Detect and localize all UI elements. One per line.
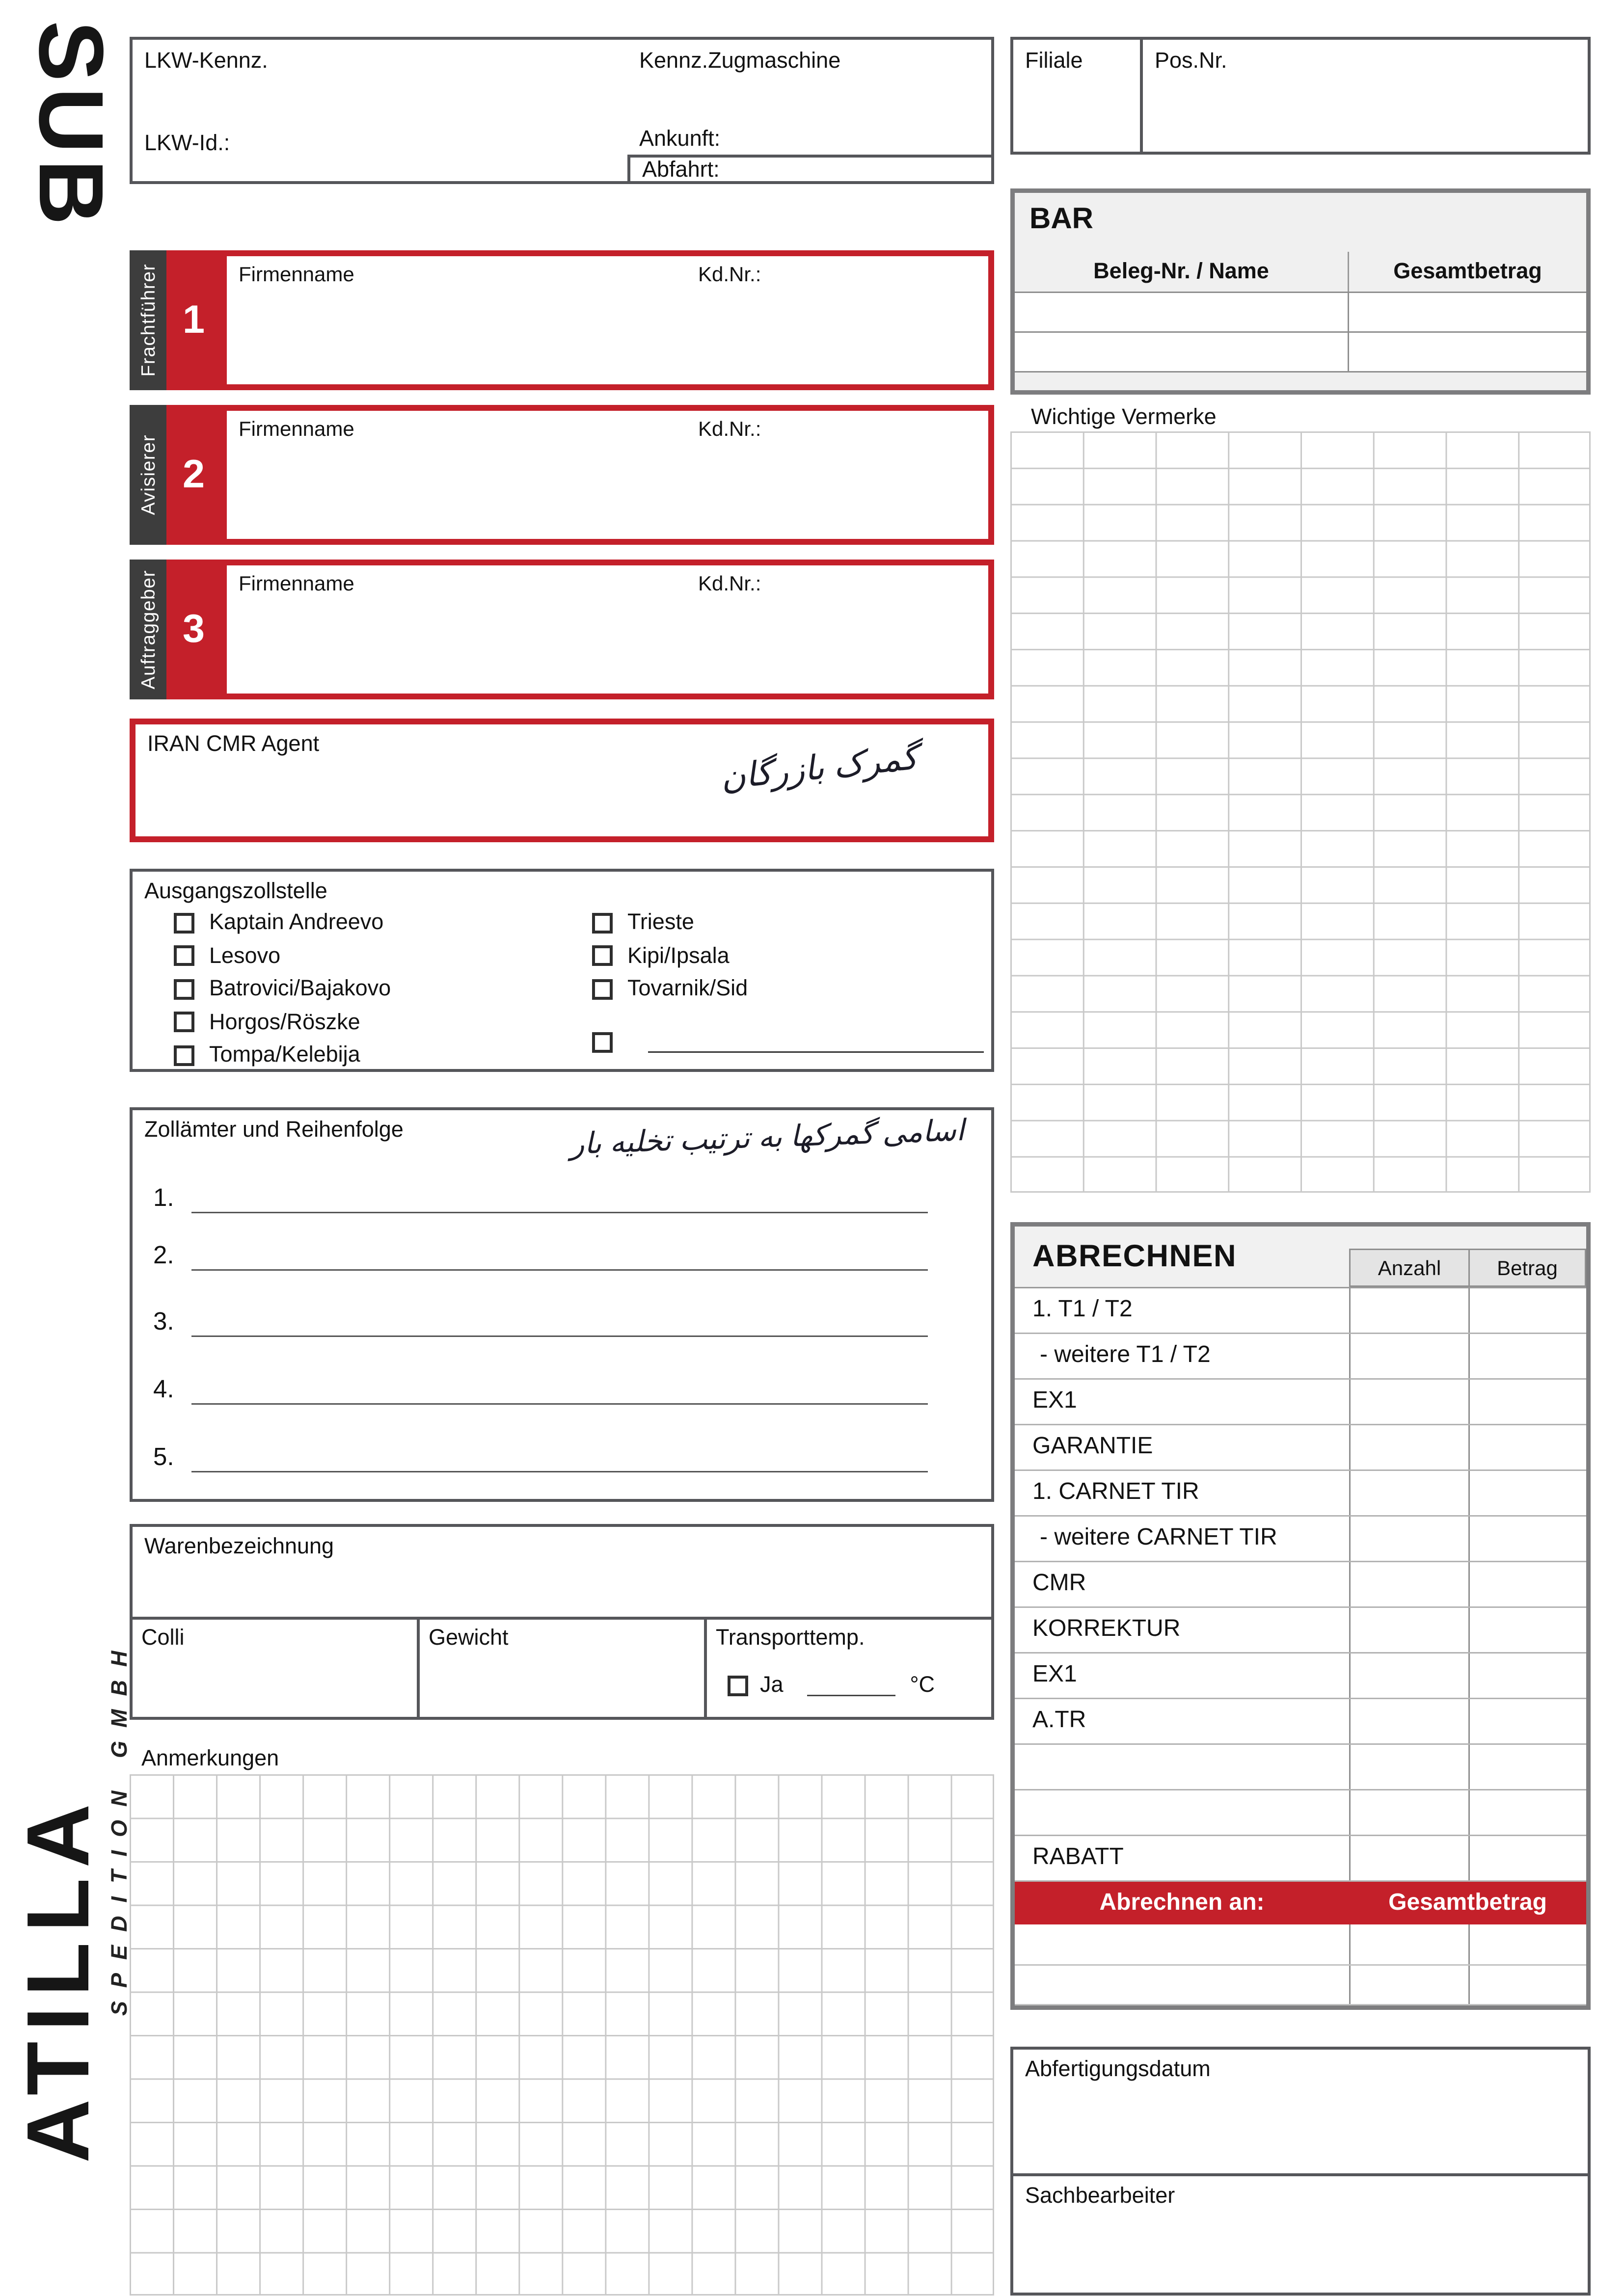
- option-lesovo: [174, 943, 280, 968]
- abrechnen-row-cmr: [1015, 1562, 1586, 1608]
- abrechnen-section: [1010, 1222, 1591, 2010]
- betrag-cell[interactable]: [1468, 1836, 1586, 1880]
- abrechnen-row-ex1-2: [1015, 1654, 1586, 1699]
- zoll-line-2: [153, 1238, 928, 1271]
- checkbox[interactable]: [174, 912, 194, 933]
- zollaemter-box: [130, 1107, 994, 1502]
- anmerkungen-label: Anmerkungen: [141, 1746, 279, 1771]
- bar-betrag-cell[interactable]: [1349, 333, 1586, 371]
- brand-atilla-subtitle: SPEDITION GMBH: [108, 1637, 133, 2016]
- brand-sub: SUB: [19, 21, 121, 231]
- betrag-cell[interactable]: [1468, 1288, 1586, 1333]
- checkbox[interactable]: [592, 1032, 613, 1053]
- checkbox[interactable]: [174, 979, 194, 999]
- pos-nr-label: Pos.Nr.: [1155, 49, 1227, 74]
- abfertigungsdatum-label: Abfertigungsdatum: [1025, 2057, 1211, 2082]
- anzahl-column-header: Anzahl: [1349, 1249, 1470, 1287]
- transporttemp-field[interactable]: [704, 1617, 994, 1720]
- zoll-line-4: [153, 1372, 928, 1405]
- abrechnen-title: ABRECHNEN: [1032, 1240, 1237, 1274]
- abrechnen-row-weitere-t1-t2: [1015, 1334, 1586, 1380]
- betrag-cell[interactable]: [1468, 1562, 1586, 1606]
- kdnr-label: Kd.Nr.:: [698, 571, 761, 595]
- zoll-line-1: [153, 1181, 928, 1213]
- row-label: [1015, 1745, 1349, 1789]
- anzahl-cell[interactable]: [1349, 1471, 1468, 1515]
- row-label: 1. T1 / T2: [1032, 1297, 1133, 1322]
- truck-info-box[interactable]: [130, 37, 994, 184]
- role-label: Avisierer: [137, 434, 159, 515]
- abrechnen-row-empty: [1015, 1924, 1586, 1965]
- kdnr-label: Kd.Nr.:: [698, 417, 761, 440]
- row-label: EX1: [1032, 1388, 1077, 1414]
- colli-label: Colli: [141, 1626, 185, 1651]
- option-kaptain-andreevo: [174, 910, 383, 935]
- kdnr-label: Kd.Nr.:: [698, 262, 761, 286]
- checkbox[interactable]: [592, 979, 613, 999]
- option-trieste: [592, 910, 694, 935]
- filiale-field[interactable]: [1010, 37, 1143, 155]
- party-number-badge: 3: [166, 560, 221, 699]
- filiale-label: Filiale: [1025, 49, 1083, 74]
- gesamtbetrag-label: Gesamtbetrag: [1388, 1890, 1547, 1915]
- role-label: Auftraggeber: [137, 569, 159, 690]
- option-label: Lesovo: [209, 943, 281, 968]
- firmenname-label: Firmenname: [239, 417, 354, 440]
- betrag-cell[interactable]: [1468, 1654, 1586, 1698]
- temperature-write-line[interactable]: [807, 1675, 895, 1696]
- betrag-cell[interactable]: [1468, 1608, 1586, 1652]
- zollaemter-label: Zollämter und Reihenfolge: [144, 1118, 404, 1143]
- anmerkungen-grid[interactable]: [130, 1774, 994, 2296]
- ja-checkbox[interactable]: [728, 1675, 748, 1696]
- line-number: 1.: [153, 1184, 174, 1212]
- row-label: 1. CARNET TIR: [1032, 1480, 1199, 1505]
- firmenname-label: Firmenname: [239, 571, 354, 595]
- row-label: KORREKTUR: [1032, 1617, 1181, 1642]
- option-tovarnik-sid: [592, 976, 748, 1001]
- anzahl-cell[interactable]: [1349, 1608, 1468, 1652]
- anzahl-cell[interactable]: [1349, 1334, 1468, 1378]
- party-block-auftraggeber: [130, 560, 994, 699]
- zollaemter-handwriting: اسامی گمرکها به ترتیب تخلیه بار: [569, 1115, 965, 1162]
- iran-cmr-agent-label: IRAN CMR Agent: [147, 732, 320, 757]
- anzahl-cell[interactable]: [1349, 1699, 1468, 1743]
- betrag-cell[interactable]: [1468, 1699, 1586, 1743]
- gewicht-field[interactable]: [417, 1617, 707, 1720]
- abrechnen-row-rabatt: [1015, 1836, 1586, 1882]
- anzahl-cell[interactable]: [1349, 1288, 1468, 1333]
- anzahl-cell[interactable]: [1349, 1654, 1468, 1698]
- anzahl-cell[interactable]: [1349, 1924, 1468, 1964]
- bar-beleg-cell[interactable]: [1015, 293, 1349, 331]
- party-number-badge: 1: [166, 250, 221, 390]
- option-other: [592, 1032, 984, 1053]
- anzahl-cell[interactable]: [1349, 1836, 1468, 1880]
- abrechnen-row-t1-t2: [1015, 1288, 1586, 1334]
- warenbezeichnung-label: Warenbezeichnung: [144, 1534, 334, 1559]
- betrag-cell[interactable]: [1468, 1965, 1586, 2004]
- abfahrt-field[interactable]: [627, 155, 991, 181]
- lkw-id-label: LKW-Id.:: [144, 131, 230, 156]
- checkbox[interactable]: [174, 945, 194, 966]
- row-label: - weitere T1 / T2: [1040, 1343, 1211, 1368]
- row-label: [1015, 1790, 1349, 1835]
- row-label: [1015, 1924, 1349, 1964]
- option-label: Trieste: [627, 910, 694, 935]
- abfahrt-label: Abfahrt:: [642, 158, 720, 183]
- row-label: - weitere CARNET TIR: [1040, 1525, 1277, 1550]
- row-label: [1015, 1965, 1349, 2004]
- bar-section: [1010, 188, 1591, 395]
- write-line[interactable]: [191, 1181, 928, 1213]
- anzahl-cell[interactable]: [1349, 1380, 1468, 1424]
- iran-cmr-agent-field[interactable]: [130, 719, 994, 842]
- sachbearbeiter-label: Sachbearbeiter: [1025, 2184, 1175, 2209]
- checkbox[interactable]: [174, 1012, 194, 1032]
- brand-atilla-block: [9, 1611, 133, 2163]
- abrechnen-row-empty: [1015, 1790, 1586, 1836]
- option-tompa-kelebija: [174, 1042, 360, 1068]
- betrag-cell[interactable]: [1468, 1471, 1586, 1515]
- option-batrovici-bajakovo: [174, 976, 391, 1001]
- bar-beleg-cell[interactable]: [1015, 333, 1349, 371]
- checkbox[interactable]: [174, 1045, 194, 1066]
- abrechnen-row-garantie: [1015, 1425, 1586, 1471]
- write-line[interactable]: [191, 1372, 928, 1405]
- row-label: GARANTIE: [1032, 1434, 1153, 1459]
- abrechnen-row-empty: [1015, 1965, 1586, 2006]
- temp-entry: [728, 1673, 935, 1698]
- option-label: Horgos/Röszke: [209, 1009, 360, 1035]
- betrag-cell[interactable]: [1468, 1924, 1586, 1964]
- warenbezeichnung-field[interactable]: [130, 1524, 994, 1620]
- role-strip: [130, 560, 166, 699]
- wichtige-vermerke-grid[interactable]: [1010, 431, 1591, 1193]
- abrechnen-banner: [1015, 1882, 1586, 1924]
- bar-title: BAR: [1029, 203, 1094, 236]
- ankunft-label: Ankunft:: [639, 127, 721, 152]
- option-label: Kaptain Andreevo: [209, 910, 384, 935]
- measures-row: [130, 1617, 994, 1720]
- colli-field[interactable]: [130, 1617, 420, 1720]
- ausgangszollstelle-box: [130, 869, 994, 1072]
- firmenname-label: Firmenname: [239, 262, 354, 286]
- abrechnen-table: [1015, 1288, 1586, 2005]
- role-strip: [130, 250, 166, 390]
- bar-row: [1015, 293, 1586, 333]
- betrag-cell[interactable]: [1468, 1425, 1586, 1469]
- abrechnen-an-label: Abrechnen an:: [1099, 1890, 1265, 1915]
- party-number-badge: 2: [166, 405, 221, 545]
- ausgangszollstelle-label: Ausgangszollstelle: [144, 879, 327, 904]
- anzahl-cell[interactable]: [1349, 1965, 1468, 2004]
- party-block-avisierer: [130, 405, 994, 545]
- celsius-unit-label: °C: [910, 1673, 935, 1698]
- zoll-line-5: [153, 1440, 928, 1472]
- abfertigungsdatum-field[interactable]: [1010, 2047, 1591, 2176]
- abrechnen-header: [1015, 1227, 1586, 1288]
- write-line[interactable]: [191, 1305, 928, 1337]
- anzahl-cell[interactable]: [1349, 1790, 1468, 1835]
- zoll-line-3: [153, 1305, 928, 1337]
- party-fields[interactable]: [221, 250, 994, 390]
- write-line[interactable]: [191, 1440, 928, 1472]
- anzahl-cell[interactable]: [1349, 1745, 1468, 1789]
- bar-row: [1015, 333, 1586, 373]
- other-option-write-line[interactable]: [648, 1032, 984, 1053]
- ja-label: Ja: [760, 1673, 784, 1698]
- betrag-cell[interactable]: [1468, 1790, 1586, 1835]
- line-number: 5.: [153, 1443, 174, 1471]
- row-label: EX1: [1032, 1662, 1077, 1687]
- anzahl-cell[interactable]: [1349, 1562, 1468, 1606]
- sachbearbeiter-field[interactable]: [1010, 2173, 1591, 2296]
- line-number: 2.: [153, 1241, 174, 1269]
- role-strip: [130, 405, 166, 545]
- option-horgos-roeszke: [174, 1010, 360, 1035]
- party-fields[interactable]: [221, 560, 994, 699]
- abrechnen-row-empty: [1015, 1745, 1586, 1790]
- abrechnen-row-weitere-carnet-tir: [1015, 1517, 1586, 1562]
- row-label: CMR: [1032, 1571, 1086, 1596]
- line-number: 4.: [153, 1375, 174, 1403]
- betrag-cell[interactable]: [1468, 1334, 1586, 1378]
- role-label: Frachtführer: [137, 264, 159, 377]
- abrechnen-row-atr: [1015, 1699, 1586, 1745]
- bar-column-headers: [1015, 252, 1586, 292]
- wichtige-vermerke-label: Wichtige Vermerke: [1031, 405, 1217, 430]
- anzahl-cell[interactable]: [1349, 1517, 1468, 1561]
- brand-atilla-rotated: [9, 1611, 133, 2163]
- checkbox[interactable]: [592, 945, 613, 966]
- row-label: A.TR: [1032, 1708, 1086, 1733]
- bar-betrag-cell[interactable]: [1349, 293, 1586, 331]
- write-line[interactable]: [191, 1238, 928, 1271]
- kennz-zugmaschine-label: Kennz.Zugmaschine: [639, 49, 841, 74]
- betrag-cell[interactable]: [1468, 1380, 1586, 1424]
- abrechnen-row-carnet-tir: [1015, 1471, 1586, 1517]
- abrechnen-row-ex1: [1015, 1380, 1586, 1425]
- party-fields[interactable]: [221, 405, 994, 545]
- option-label: Kipi/Ipsala: [627, 943, 730, 968]
- brand-atilla-name: ATILLA: [9, 1793, 108, 2163]
- option-label: Tovarnik/Sid: [627, 976, 748, 1001]
- abrechnen-row-korrektur: [1015, 1608, 1586, 1654]
- lkw-kennz-label: LKW-Kennz.: [144, 49, 268, 74]
- betrag-cell[interactable]: [1468, 1745, 1586, 1789]
- row-label: RABATT: [1032, 1845, 1124, 1870]
- transporttemp-label: Transporttemp.: [716, 1626, 865, 1651]
- betrag-cell[interactable]: [1468, 1517, 1586, 1561]
- betrag-column-header: Betrag: [1468, 1249, 1586, 1287]
- option-kipi-ipsala: [592, 943, 730, 968]
- checkbox[interactable]: [592, 912, 613, 933]
- pos-nr-field[interactable]: [1140, 37, 1591, 155]
- iran-cmr-handwriting: گمرک بازرگان: [718, 738, 919, 797]
- option-label: Batrovici/Bajakovo: [209, 976, 391, 1001]
- option-label: Tompa/Kelebija: [209, 1042, 360, 1068]
- anzahl-cell[interactable]: [1349, 1425, 1468, 1469]
- bar-col-beleg-header: Beleg-Nr. / Name: [1015, 252, 1349, 292]
- bar-table: [1015, 292, 1586, 373]
- line-number: 3.: [153, 1308, 174, 1335]
- gewicht-label: Gewicht: [429, 1626, 509, 1651]
- bar-col-gesamt-header: Gesamtbetrag: [1393, 259, 1542, 284]
- party-block-frachtfuehrer: [130, 250, 994, 390]
